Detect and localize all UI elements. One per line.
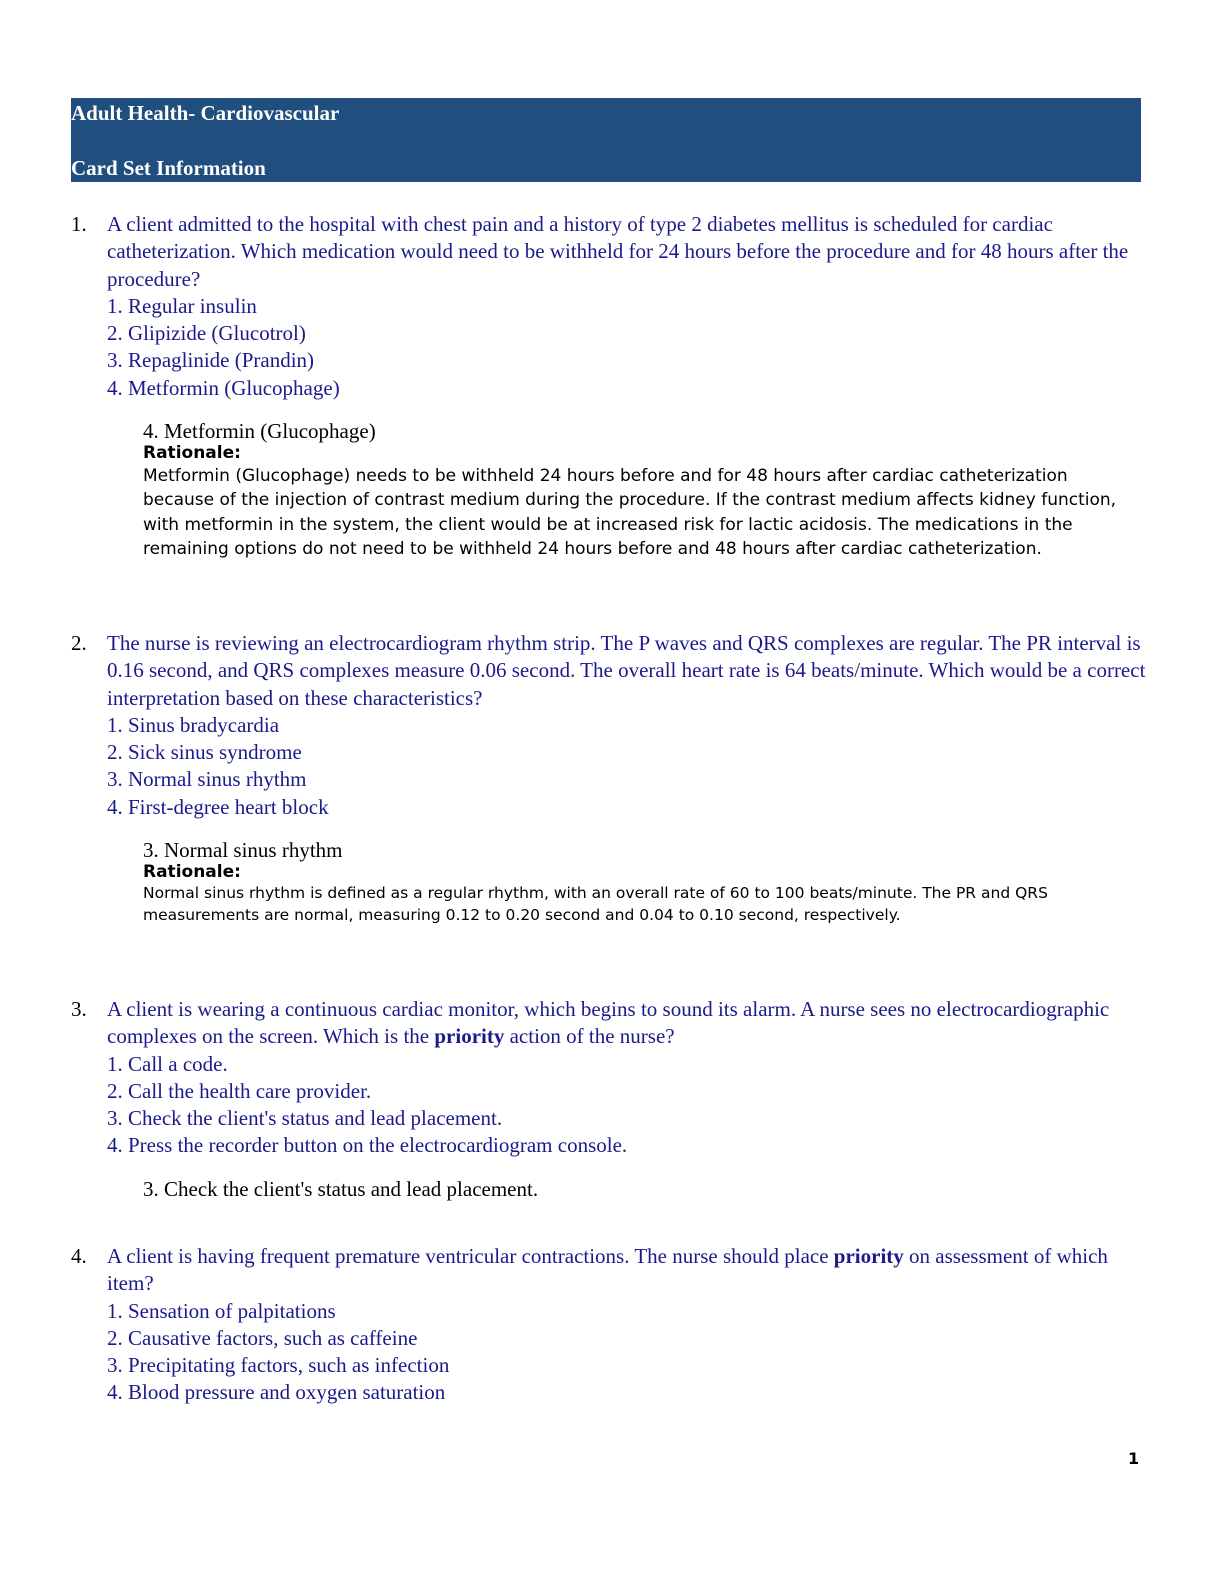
option: 1. Regular insulin (107, 293, 257, 318)
option: 2. Call the health care provider. (107, 1078, 372, 1103)
question-text-part: A client is having frequent premature ventricular contractions. The nurse should place (107, 1244, 834, 1268)
option: 4. Blood pressure and oxygen saturation (107, 1380, 446, 1405)
option: 4. Metformin (Glucophage) (107, 375, 340, 400)
option-list (107, 293, 1146, 402)
rationale-text: Metformin (Glucophage) needs to be withheld 24 hours before and for 48 hours after cardiac catheterization because of the injection of contrast medium during the procedure. If the contrast medium affects kidney function, with metformin in the system, the client would be at increased risk for lactic acidosis. The medications in the remaining options do not need to be withheld 24 hours before and 48 hours after cardiac catheterization. (143, 466, 1117, 559)
question-2 (71, 630, 1146, 926)
rationale-label: Rationale: (143, 862, 241, 883)
option: 1. Call a code. (107, 1051, 228, 1076)
emphasis: priority (434, 1024, 505, 1049)
question-text-part: on assessment of which item? (107, 1244, 1108, 1296)
option: 1. Sinus bradycardia (107, 712, 280, 737)
question-text: A client admitted to the hospital with chest pain and a history of type 2 diabetes mellitus is scheduled for cardiac catheterization. Which medication would need to be withheld for 24 hours before the procedure and for 48 hours after the procedure? (107, 212, 1129, 291)
question-number: 2. (71, 631, 87, 655)
answer: 3. Normal sinus rhythm (143, 838, 343, 863)
question-text (107, 996, 1146, 1051)
option: 2. Glipizide (Glucotrol) (107, 321, 306, 346)
option: 1. Sensation of palpitations (107, 1298, 336, 1323)
document-subtitle: Card Set Information (71, 156, 266, 180)
option: 3. Repaglinide (Prandin) (107, 348, 315, 373)
option: 4. First-degree heart block (107, 794, 329, 819)
document-title: Adult Health- Cardiovascular (71, 101, 340, 125)
question-text (107, 1243, 1146, 1298)
question-text-part: A client is wearing a continuous cardiac monitor, which begins to sound its alarm. A nurse sees no electrocardiographic complexes on the screen. Which is the (107, 997, 1110, 1049)
answer: 3. Check the client's status and lead placement. (143, 1176, 539, 1201)
page-number: 1 (1128, 1449, 1140, 1468)
emphasis: priority (833, 1244, 904, 1268)
document-header (71, 98, 1141, 182)
question-text: The nurse is reviewing an electrocardiogram rhythm strip. The P waves and QRS complexes are regular. The PR interval is 0.16 second, and QRS complexes measure 0.06 second. The overall heart rate is 64 beats/minute. Which would be a correct interpretation based on these characteristics? (107, 631, 1146, 710)
option: 3. Check the client's status and lead placement. (107, 1106, 503, 1131)
question-number: 1. (71, 212, 87, 236)
question-number: 4. (71, 1244, 87, 1268)
option: 2. Sick sinus syndrome (107, 740, 302, 765)
option: 3. Normal sinus rhythm (107, 767, 307, 792)
option: 3. Precipitating factors, such as infection (107, 1353, 450, 1378)
answer: 4. Metformin (Glucophage) (143, 419, 376, 444)
question-text-part: action of the nurse? (504, 1024, 675, 1049)
option: 4. Press the recorder button on the electrocardiogram console. (107, 1133, 628, 1158)
rationale-label: Rationale: (143, 443, 241, 464)
question-1 (71, 211, 1146, 561)
question-4 (71, 1243, 1146, 1407)
option: 2. Causative factors, such as caffeine (107, 1325, 418, 1350)
question-3 (71, 996, 1146, 1201)
option-list (107, 712, 1146, 821)
option-list (107, 1298, 1146, 1407)
question-number: 3. (71, 997, 87, 1021)
rationale-text: Normal sinus rhythm is defined as a regular rhythm, with an overall rate of 60 to 100 beats/minute. The PR and QRS measurements are normal, measuring 0.12 to 0.20 second and 0.04 to 0.10 second, respectively. (143, 884, 1048, 924)
option-list (107, 1051, 1146, 1160)
